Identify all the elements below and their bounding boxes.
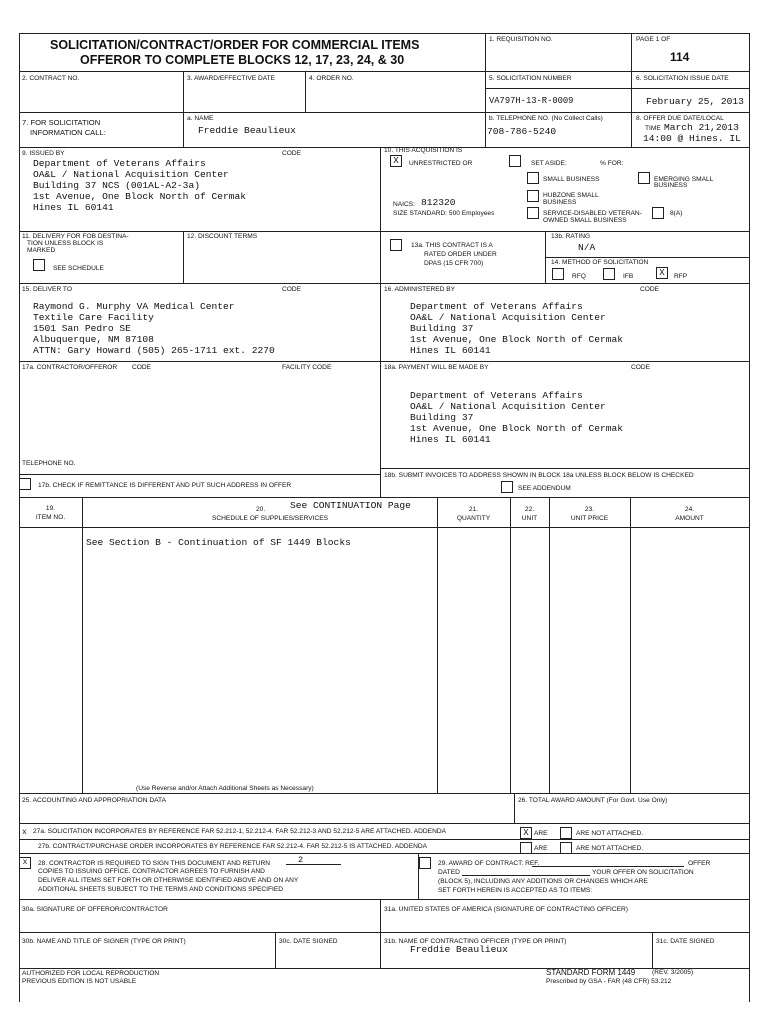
unit-number: 22.: [524, 506, 535, 513]
officer-name-label: 31b. NAME OF CONTRACTING OFFICER (TYPE OR PRINT): [384, 938, 567, 945]
issue-date[interactable]: February 25, 2013: [646, 96, 744, 107]
27a-are-not-label: ARE NOT ATTACHED.: [576, 830, 644, 837]
telephone-label: b. TELEPHONE NO. (No Collect Calls): [489, 115, 603, 122]
emerging-label-1: EMERGING SMALL: [654, 176, 714, 183]
29-line-1: 29. AWARD OF CONTRACT: REF.: [438, 860, 540, 867]
telephone-no-label: TELEPHONE NO.: [22, 460, 76, 467]
27a-are-checkbox[interactable]: X: [520, 827, 532, 839]
28-line-3: DELIVER ALL ITEMS SET FORTH OR OTHERWISE IDENTIFIED ABOVE AND ON ANY: [38, 877, 299, 884]
form-title-line2: OFFEROR TO COMPLETE BLOCKS 12, 17, 23, 24, & 30: [80, 53, 405, 67]
signer-name-label: 30b. NAME AND TITLE OF SIGNER (TYPE OR PRINT): [22, 938, 186, 945]
27b-are-checkbox[interactable]: [520, 842, 532, 854]
29-line-3: (BLOCK 5), INCLUDING ANY ADDITIONS OR CHANGES WHICH ARE: [438, 878, 648, 885]
naics-label: NAICS:: [393, 201, 415, 208]
hubzone-label-1: HUBZONE SMALL: [543, 192, 599, 199]
30c-date-signed-label: 30c. DATE SIGNED: [279, 938, 338, 945]
rated-label-2: RATED ORDER UNDER: [424, 251, 497, 258]
issue-date-label: 6. SOLICITATION ISSUE DATE: [636, 75, 729, 82]
hubzone-checkbox[interactable]: [527, 190, 539, 202]
unit-price-number: 23.: [584, 506, 595, 513]
28-line-2: COPIES TO ISSUING OFFICE. CONTRACTOR AGREES TO FURNISH AND: [38, 868, 265, 875]
offer-due-date[interactable]: March 21,2013: [664, 122, 739, 133]
copies-underline: [286, 864, 341, 865]
supplies-number: 20.: [256, 506, 266, 513]
eight-a-label: 8(A): [670, 210, 683, 217]
ifb-label: IFB: [623, 273, 634, 280]
size-standard: SIZE STANDARD: 500 Employees: [393, 210, 495, 217]
27b-are-label: ARE: [534, 845, 548, 852]
address-line: Department of Veterans Affairs: [33, 158, 206, 169]
28-line-1: 28. CONTRACTOR IS REQUIRED TO SIGN THIS DOCUMENT AND RETURN: [38, 860, 271, 867]
quantity-number: 21.: [468, 506, 479, 513]
ifb-checkbox[interactable]: [603, 268, 615, 280]
amount-number: 24.: [684, 506, 695, 513]
28-sign-checkbox[interactable]: x: [19, 857, 31, 869]
time-label: TIME: [645, 125, 661, 132]
address-line: OA&L / National Acquisition Center: [33, 169, 229, 180]
sdvosb-label-1: SERVICE-DISABLED VETERAN-: [543, 210, 642, 217]
payment-code-label: CODE: [631, 364, 651, 371]
address-line: 1st Avenue, One Block North of Cermak: [33, 191, 247, 202]
award-date-label: 3. AWARD/EFFECTIVE DATE: [187, 75, 276, 82]
continuation-page-text: See CONTINUATION Page: [290, 500, 411, 511]
emerging-label-2: BUSINESS: [654, 182, 688, 189]
27a-are-not-checkbox[interactable]: [560, 827, 572, 839]
discount-terms-label: 12. DISCOUNT TERMS: [187, 233, 258, 240]
invoice-label: 18b. SUBMIT INVOICES TO ADDRESS SHOWN IN BLOCK 18a UNLESS BLOCK BELOW IS CHECKED: [384, 472, 694, 479]
order-no-label: 4. ORDER NO.: [309, 75, 354, 82]
see-addendum-checkbox[interactable]: [501, 481, 513, 493]
28-line-4: ADDITIONAL SHEETS SUBJECT TO THE TERMS AND CONDITIONS SPECIFIED: [38, 886, 283, 893]
27b-text: 27b. CONTRACT/PURCHASE ORDER INCORPORATES BY REFERENCE FAR 52.212-4. FAR 52.212-5 IS ATTACHED. ADDENDA: [38, 843, 428, 850]
see-schedule-label: SEE SCHEDULE: [53, 265, 104, 272]
sdvosb-checkbox[interactable]: [527, 207, 539, 219]
address-line: Raymond G. Murphy VA Medical Center: [33, 301, 235, 312]
rated-order-checkbox[interactable]: [390, 239, 402, 251]
rating-label: 13b. RATING: [551, 233, 591, 240]
dated-underline: [462, 875, 590, 876]
rated-label-1: 13a. THIS CONTRACT IS A: [411, 242, 493, 249]
rfp-label: RFP: [674, 273, 688, 280]
name-label: a. NAME: [187, 115, 214, 122]
address-line: 1st Avenue, One Block North of Cermak: [410, 334, 624, 345]
contact-phone[interactable]: 708-786-5240: [487, 126, 557, 137]
pct-for-label: % FOR:: [600, 160, 624, 167]
rated-label-3: DPAS (15 CFR 700): [424, 260, 484, 267]
deliver-to-label: 15. DELIVER TO: [22, 286, 72, 293]
unit-label: UNIT: [521, 515, 538, 522]
address-line: Building 37 NCS (001AL-A2-3a): [33, 180, 200, 191]
rfp-checkbox[interactable]: X: [656, 267, 668, 279]
offer-due-time[interactable]: 14:00 @ Hines. IL: [643, 133, 741, 144]
contact-name[interactable]: Freddie Beaulieux: [198, 125, 296, 136]
27b-are-not-label: ARE NOT ATTACHED.: [576, 845, 644, 852]
dated-label: DATED: [438, 869, 460, 876]
rfq-label: RFQ: [572, 273, 586, 280]
27b-are-not-checkbox[interactable]: [560, 842, 572, 854]
hubzone-label-2: BUSINESS: [543, 199, 577, 206]
address-line: 1st Avenue, One Block North of Cermak: [410, 423, 624, 434]
ref-underline: [532, 866, 684, 867]
prescribed-by: Prescribed by GSA - FAR (48 CFR) 53.212: [546, 978, 672, 985]
requisition-no-label: 1. REQUISITION NO.: [489, 36, 553, 43]
issued-by-label: 9. ISSUED BY: [22, 150, 65, 157]
page-label: PAGE 1 OF: [636, 36, 671, 43]
set-aside-checkbox[interactable]: [509, 155, 521, 167]
amount-label: AMOUNT: [675, 515, 704, 522]
administered-by-label: 16. ADMINISTERED BY: [384, 286, 456, 293]
29-line-4: SET FORTH HEREIN IS ACCEPTED AS TO ITEMS:: [438, 887, 593, 894]
offer-label: OFFER: [688, 860, 711, 867]
rating-value[interactable]: N/A: [578, 242, 596, 253]
address-line: Hines IL 60141: [410, 345, 491, 356]
address-line: Department of Veterans Affairs: [410, 390, 583, 401]
supplies-label: SCHEDULE OF SUPPLIES/SERVICES: [212, 515, 329, 522]
form-revision: (REV. 3/2005): [652, 969, 694, 976]
schedule-body-text[interactable]: See Section B - Continuation of SF 1449 Blocks: [86, 537, 351, 548]
address-line: ATTN: Gary Howard (505) 265-1711 ext. 2270: [33, 345, 275, 356]
footer-previous-edition: PREVIOUS EDITION IS NOT USABLE: [22, 978, 137, 985]
reverse-note: (Use Reverse and/or Attach Additional Sheets as Necessary): [136, 785, 314, 792]
unit-price-label: UNIT PRICE: [570, 515, 609, 522]
address-line: Textile Care Facility: [33, 312, 154, 323]
fob-label-2: TION UNLESS BLOCK IS: [27, 240, 104, 247]
item-no-number: 19.: [45, 505, 56, 512]
sdvosb-label-2: OWNED SMALL BUSINESS: [543, 217, 627, 224]
acquisition-label: 10. THIS ACQUISITION IS: [384, 147, 463, 154]
unrestricted-label: UNRESTRICTED OR: [409, 160, 473, 167]
address-line: Hines IL 60141: [410, 434, 491, 445]
facility-code-label: FACILITY CODE: [282, 364, 332, 371]
set-aside-label: SET ASIDE:: [531, 160, 567, 167]
solicitation-no-label: 5. SOLICITATION NUMBER: [489, 75, 572, 82]
eight-a-checkbox[interactable]: [652, 207, 664, 219]
usa-signature-label: 31a. UNITED STATES OF AMERICA (SIGNATURE OF CONTRACTING OFFICER): [384, 906, 628, 913]
remittance-label: 17b. CHECK IF REMITTANCE IS DIFFERENT AND PUT SUCH ADDRESS IN OFFER: [38, 482, 292, 489]
offer-due-label: 8. OFFER DUE DATE/LOCAL: [636, 115, 724, 122]
29-award-checkbox[interactable]: [419, 857, 431, 869]
small-business-checkbox[interactable]: [527, 172, 539, 184]
contractor-code-label: CODE: [132, 364, 152, 371]
31c-date-signed-label: 31c. DATE SIGNED: [656, 938, 715, 945]
issued-by-code-label: CODE: [282, 150, 302, 157]
address-line: Hines IL 60141: [33, 202, 114, 213]
your-offer-label: YOUR OFFER ON SOLICITATION: [592, 869, 694, 876]
footer-authorized: AUTHORIZED FOR LOCAL REPRODUCTION: [22, 970, 160, 977]
address-line: 1501 San Pedro SE: [33, 323, 131, 334]
accounting-label: 25. ACCOUNTING AND APPROPRIATION DATA: [22, 797, 166, 804]
method-label: 14. METHOD OF SOLICITATION: [551, 259, 649, 266]
address-line: Building 37: [410, 323, 474, 334]
emerging-small-business-checkbox[interactable]: [638, 172, 650, 184]
info-call-label-1: 7. FOR SOLICITATION: [22, 118, 101, 127]
quantity-label: QUANTITY: [456, 515, 491, 522]
address-line: Albuquerque, NM 87108: [33, 334, 154, 345]
item-no-label: ITEM NO.: [35, 514, 66, 521]
contracting-officer-name[interactable]: Freddie Beaulieux: [410, 944, 508, 955]
rfq-checkbox[interactable]: [552, 268, 564, 280]
address-line: Department of Veterans Affairs: [410, 301, 583, 312]
27a-text: 27a. SOLICITATION INCORPORATES BY REFERENCE FAR 52.212-1, 52.212-4. FAR 52.212-3 AND 52.212-5 ARE ATTACHED. ADDENDA: [33, 828, 446, 835]
contractor-label: 17a. CONTRACTOR/OFFEROR: [22, 364, 118, 371]
copies-count[interactable]: 2: [298, 855, 304, 865]
small-business-label: SMALL BUSINESS: [543, 176, 600, 183]
solicitation-number[interactable]: VA797H-13-R-0009: [489, 96, 574, 106]
see-addendum-label: SEE ADDENDUM: [518, 485, 571, 492]
payment-label: 18a. PAYMENT WILL BE MADE BY: [384, 364, 489, 371]
offeror-signature-label: 30a. SIGNATURE OF OFFEROR/CONTRACTOR: [22, 906, 168, 913]
unrestricted-checkbox[interactable]: X: [390, 155, 402, 167]
see-schedule-checkbox[interactable]: [33, 259, 45, 271]
form-title-line1: SOLICITATION/CONTRACT/ORDER FOR COMMERCIAL ITEMS: [50, 38, 420, 52]
27a-are-label: ARE: [534, 830, 548, 837]
remittance-checkbox[interactable]: [19, 478, 31, 490]
form-name: STANDARD FORM 1449: [546, 968, 636, 977]
address-line: OA&L / National Acquisition Center: [410, 312, 606, 323]
total-award-label: 26. TOTAL AWARD AMOUNT (For Govt. Use Only): [518, 797, 668, 804]
deliver-to-code-label: CODE: [282, 286, 302, 293]
fob-label-1: 11. DELIVERY FOR FOB DESTINA-: [22, 233, 129, 240]
27a-check-mark[interactable]: x: [22, 828, 27, 837]
contract-no-label: 2. CONTRACT NO.: [22, 75, 80, 82]
address-line: Building 37: [410, 412, 474, 423]
naics-code[interactable]: 812320: [421, 197, 456, 208]
administered-by-code-label: CODE: [640, 286, 660, 293]
page-total: 114: [670, 50, 690, 64]
address-line: OA&L / National Acquisition Center: [410, 401, 606, 412]
info-call-label-2: INFORMATION CALL:: [30, 128, 106, 137]
fob-label-3: MARKED: [27, 247, 56, 254]
